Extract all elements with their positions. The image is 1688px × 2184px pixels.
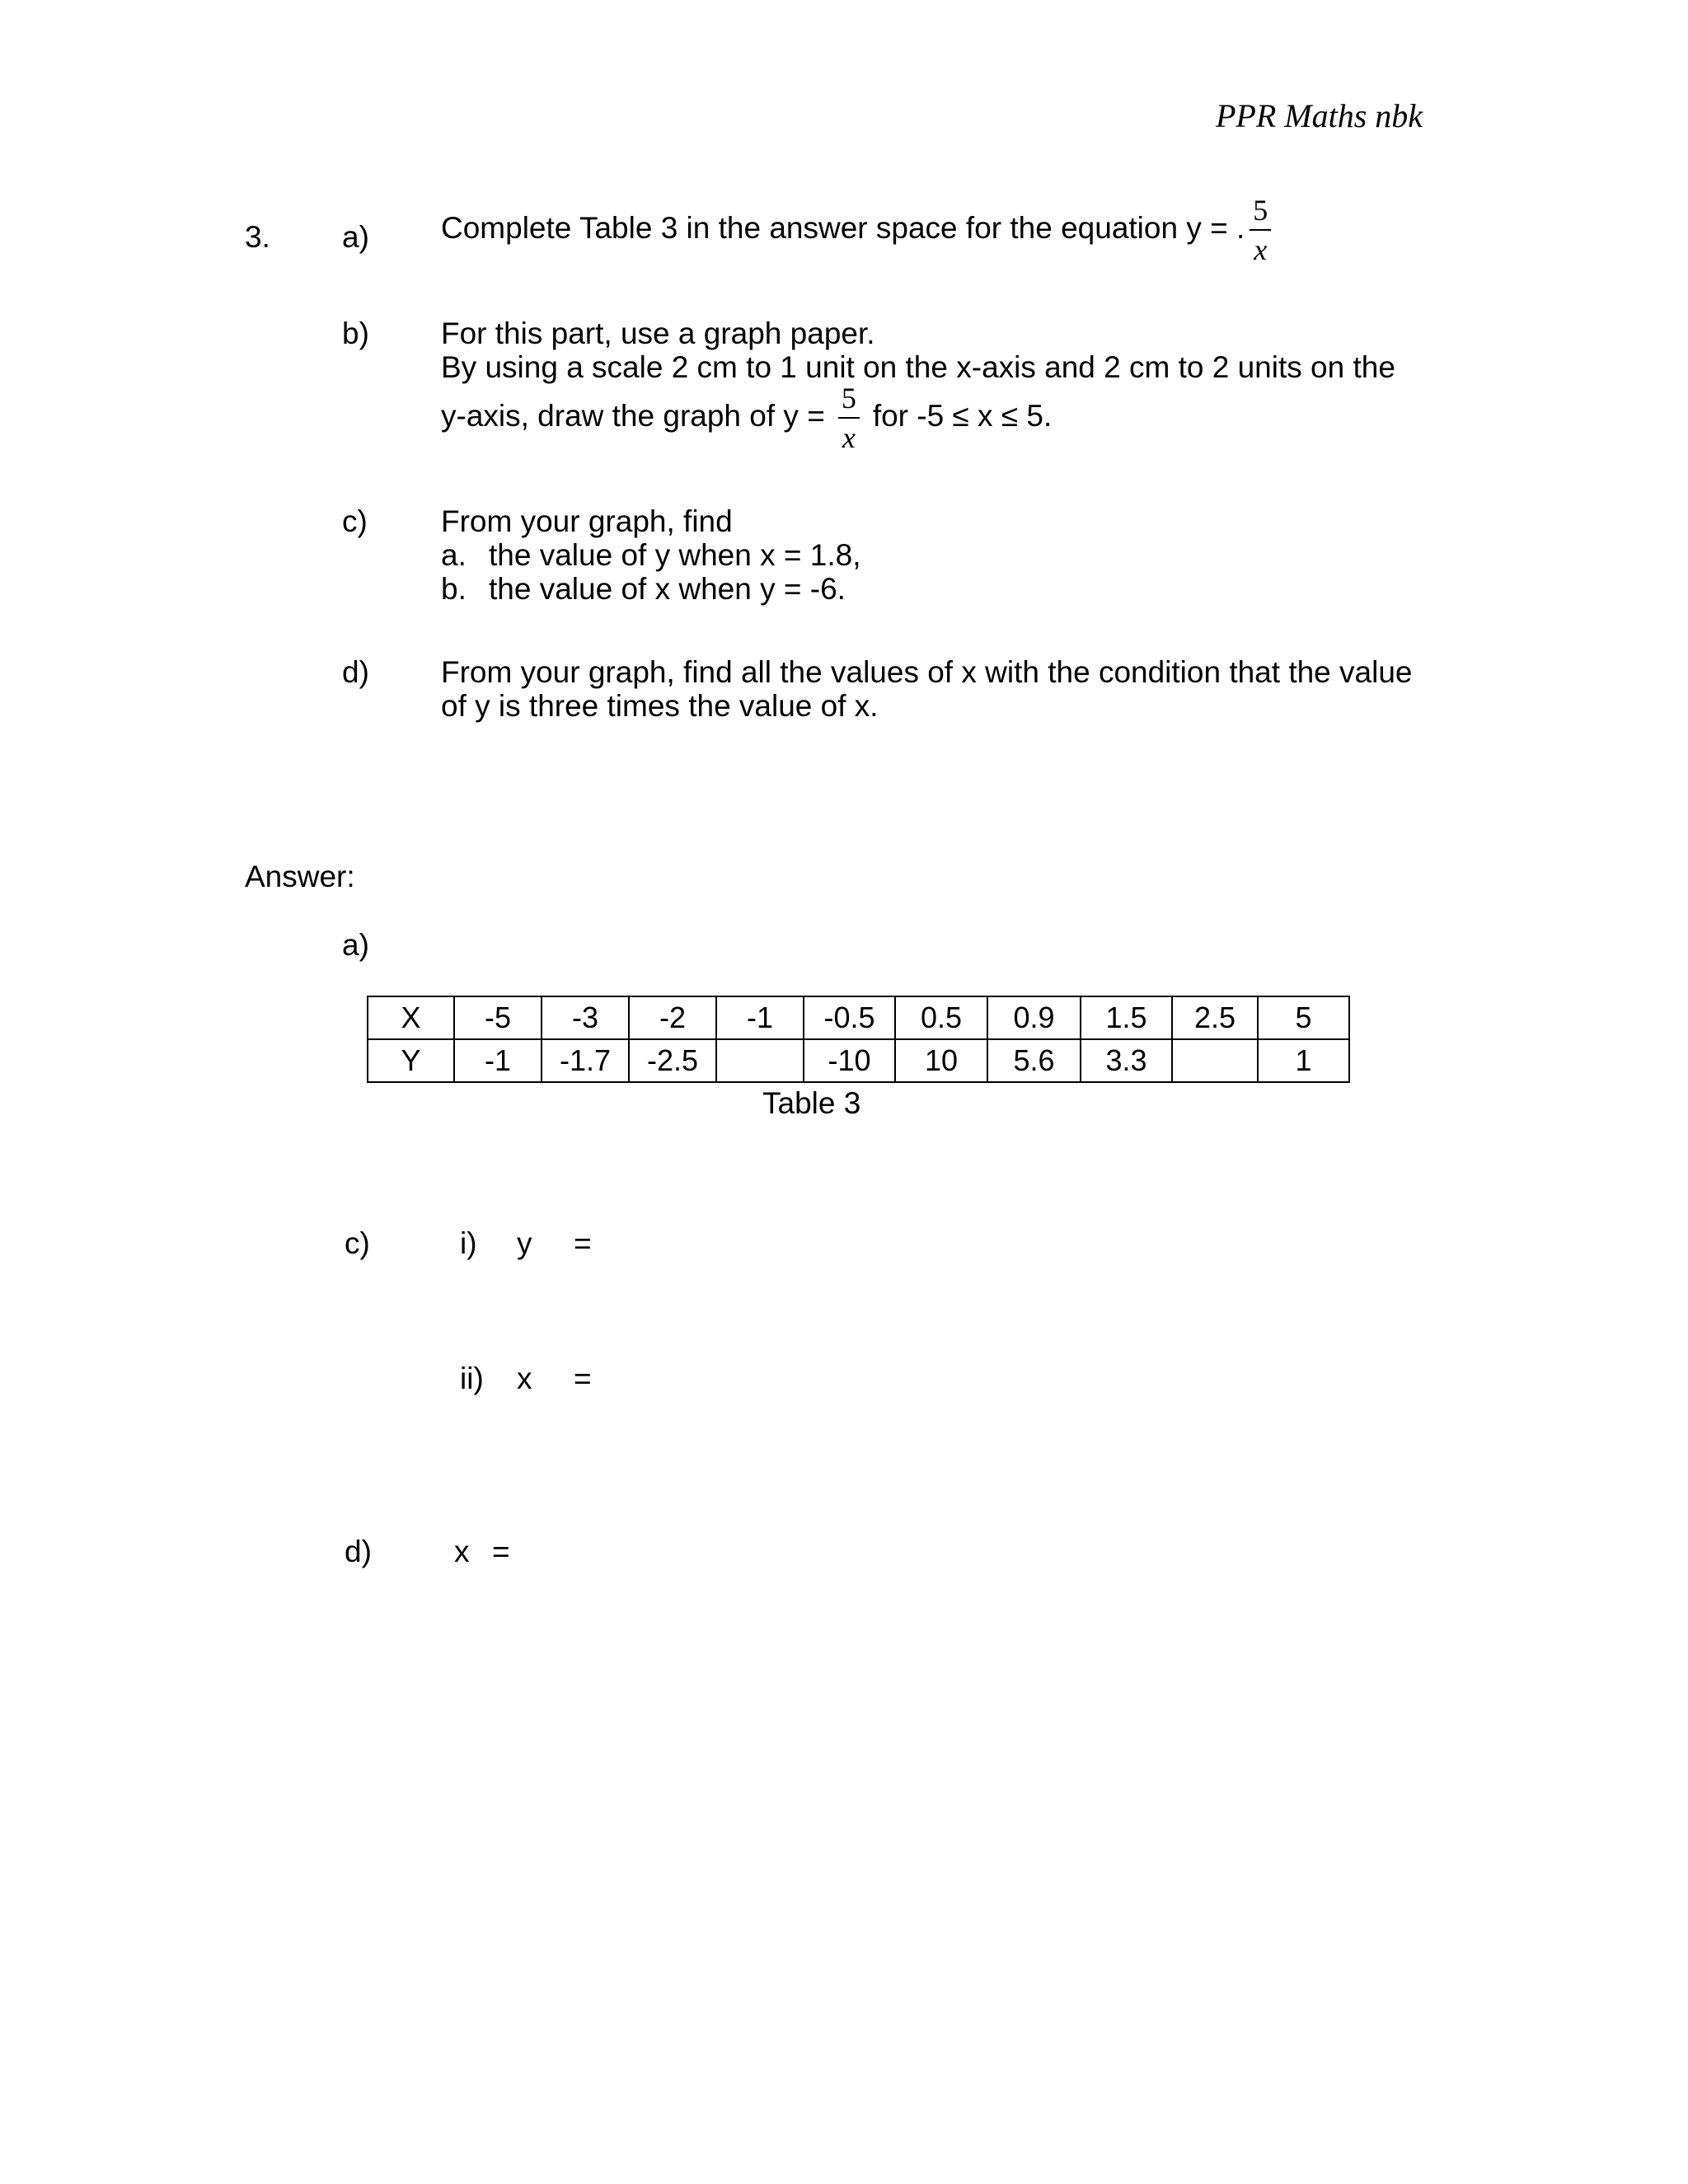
answer-d-equals: = — [492, 1535, 510, 1568]
part-c-label: c) — [342, 504, 368, 538]
part-c-line1: From your graph, find — [441, 504, 733, 538]
page-header: PPR Maths nbk — [1216, 97, 1423, 134]
table-cell: -0.5 — [804, 996, 895, 1039]
table-cell: X — [368, 996, 454, 1039]
answer-c-label: c) — [345, 1226, 370, 1260]
table-row-x — [368, 996, 1349, 1039]
part-c-item-b-marker: b. — [441, 572, 467, 606]
table-cell: 3.3 — [1081, 1039, 1172, 1082]
table-cell: Y — [368, 1039, 454, 1082]
part-b-line3-post: for -5 ≤ x ≤ 5. — [872, 398, 1053, 433]
answer-c-ii-label: ii) — [460, 1361, 484, 1395]
table-cell: -2 — [629, 996, 716, 1039]
part-a-sentence: Complete Table 3 in the answer space for the equation y = . — [441, 210, 1245, 245]
fraction-5-over-x: $\frac{5}{x}$ — [1250, 195, 1271, 265]
part-b-label: b) — [342, 316, 369, 350]
part-a-text — [441, 195, 1276, 265]
part-d-line1: From your graph, find all the values of x with the condition that the value — [441, 655, 1413, 689]
part-b-line1: For this part, use a graph paper. — [441, 316, 875, 350]
answer-c-i-equals: = — [574, 1226, 592, 1260]
part-a-label: a) — [342, 220, 369, 254]
part-d-line2: of y is three times the value of x. — [441, 689, 879, 723]
part-b-line3 — [441, 383, 1052, 452]
part-b-line2: By using a scale 2 cm to 1 unit on the x-axis and 2 cm to 2 units on the — [441, 350, 1395, 384]
table-cell: 2.5 — [1172, 996, 1258, 1039]
part-c-item-a-marker: a. — [441, 538, 467, 572]
table-cell: -1 — [454, 1039, 542, 1082]
table-cell: -1.7 — [542, 1039, 629, 1082]
values-table — [367, 996, 1350, 1083]
table-cell: -10 — [804, 1039, 895, 1082]
table-cell: 1.5 — [1081, 996, 1172, 1039]
table-cell: -1 — [716, 996, 804, 1039]
table-cell: 0.5 — [895, 996, 987, 1039]
table-cell: -5 — [454, 996, 542, 1039]
fraction-5-over-x: $\frac{5}{x}$ — [838, 383, 860, 452]
table-cell: 5 — [1258, 996, 1349, 1039]
table-cell: 1 — [1258, 1039, 1349, 1082]
table-3 — [367, 996, 1350, 1083]
table-cell: 0.9 — [987, 996, 1081, 1039]
table-caption: Table 3 — [762, 1086, 861, 1120]
part-c-item-a: the value of y when x = 1.8, — [489, 538, 861, 572]
table-cell-blank — [716, 1039, 804, 1082]
answer-d-label: d) — [345, 1535, 372, 1568]
table-cell: 5.6 — [987, 1039, 1081, 1082]
table-cell-blank — [1172, 1039, 1258, 1082]
table-cell: -3 — [542, 996, 629, 1039]
answer-heading: Answer: — [245, 860, 355, 893]
answer-c-ii-equals: = — [574, 1361, 592, 1395]
answer-c-i-var: y — [517, 1226, 532, 1260]
table-cell: 10 — [895, 1039, 987, 1082]
part-d-label: d) — [342, 655, 369, 689]
question-number: 3. — [245, 220, 270, 254]
answer-a-label: a) — [342, 928, 369, 962]
answer-c-ii-var: x — [517, 1361, 532, 1395]
table-row-y — [368, 1039, 1349, 1082]
answer-d-var: x — [454, 1535, 470, 1568]
part-c-item-b: the value of x when y = -6. — [489, 572, 846, 606]
answer-c-i-label: i) — [460, 1226, 477, 1260]
part-b-line3-pre: y-axis, draw the graph of y = — [441, 398, 825, 433]
table-cell: -2.5 — [629, 1039, 716, 1082]
